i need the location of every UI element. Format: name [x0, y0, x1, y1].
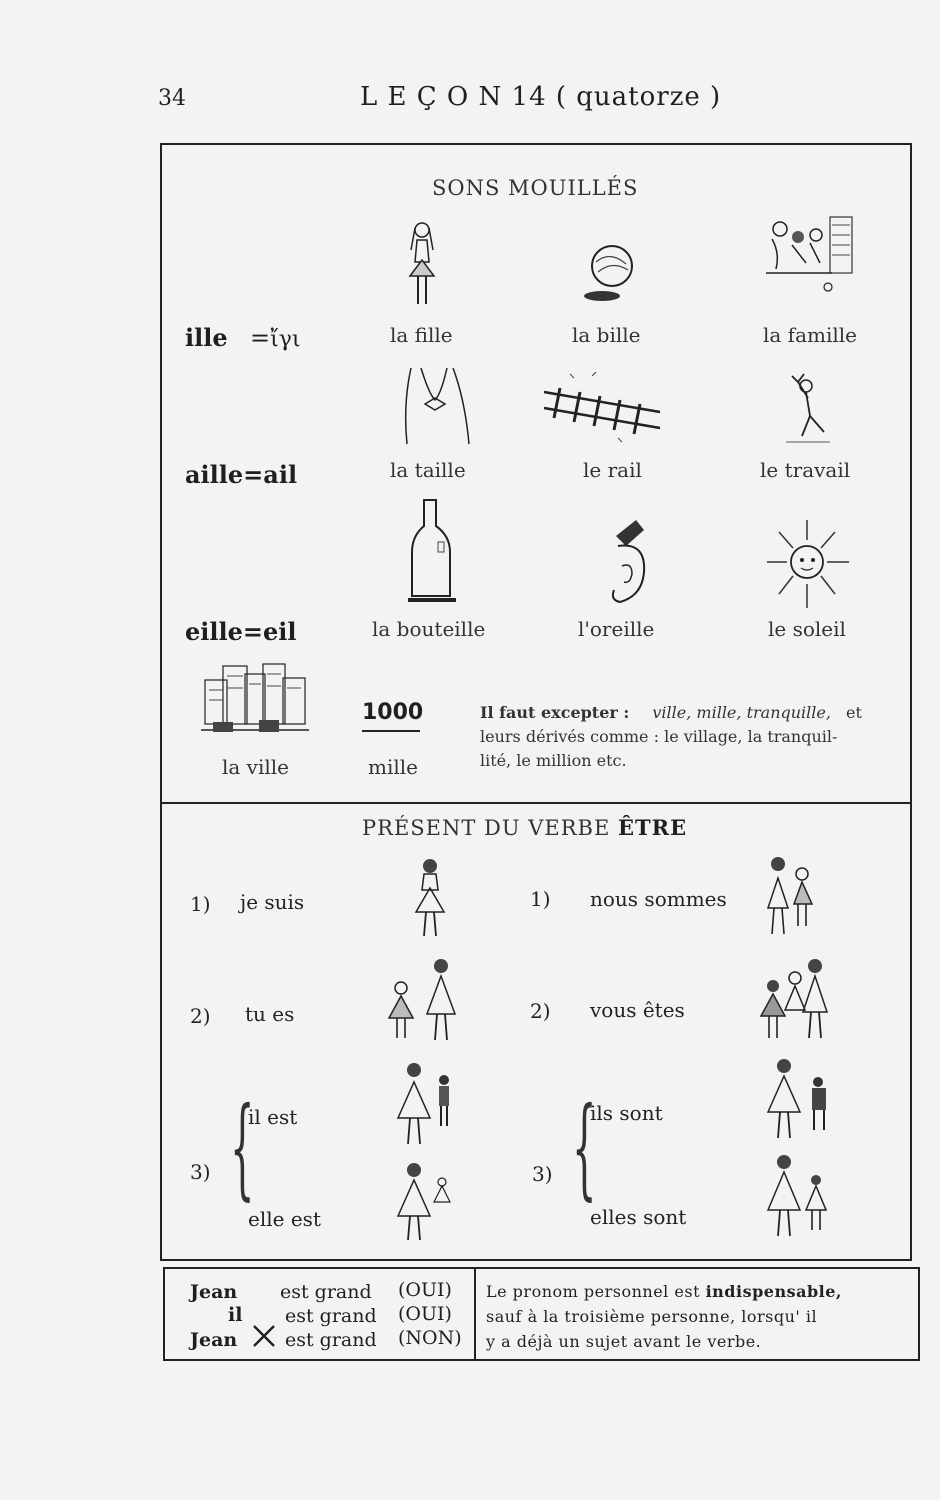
- word-mille: mille: [368, 755, 418, 779]
- ex3-subject: Jean: [190, 1329, 238, 1351]
- pron-tu-es: tu es: [245, 1002, 295, 1026]
- girl-doll-elle-icon: [392, 1160, 458, 1246]
- ex3-verb: est grand: [285, 1329, 377, 1351]
- waist-icon: [395, 364, 475, 450]
- sun-icon: [765, 516, 851, 612]
- pron-nous-sommes: nous sommes: [590, 887, 727, 911]
- num-3-sing: 3): [190, 1160, 211, 1184]
- page-number: 34: [158, 86, 186, 111]
- girl-boy-il-icon: [392, 1060, 458, 1150]
- word-le-travail: le travail: [760, 458, 851, 482]
- examples-note: Le pronom personnel est indispensable, sauf à la troisième personne, lorsqu' il y a déjà un sujet avant le verbe.: [486, 1282, 842, 1351]
- marble-icon: [580, 240, 640, 304]
- worker-icon: [778, 372, 848, 452]
- brace-sing: {: [230, 1083, 255, 1211]
- word-le-soleil: le soleil: [768, 617, 846, 641]
- ex1-verb: est grand: [280, 1281, 372, 1303]
- rule-aille: aille=ail: [185, 460, 298, 489]
- ex1-subject: Jean: [190, 1281, 238, 1303]
- num-1-plur: 1): [530, 887, 551, 911]
- page-title: L E Ç O N 14 ( quatorze ): [360, 82, 722, 112]
- children-tu-es-icon: [385, 954, 465, 1044]
- word-le-rail: le rail: [583, 458, 642, 482]
- verbe-title: PRÉSENT DU VERBE ÊTRE: [362, 815, 688, 840]
- word-la-bouteille: la bouteille: [372, 617, 486, 641]
- pron-ils-sont: ils sont: [590, 1101, 663, 1125]
- rule-eille: eille=eil: [185, 617, 297, 646]
- children-nous-icon: [762, 854, 822, 938]
- pron-il-est: il est: [248, 1105, 298, 1129]
- ear-icon: [596, 516, 656, 608]
- pron-elle-est: elle est: [248, 1207, 321, 1231]
- girl-je-suis-icon: [406, 856, 456, 942]
- sons-title: SONS MOUILLÉS: [432, 176, 639, 200]
- ex2-verb: est grand: [285, 1305, 377, 1327]
- word-la-bille: la bille: [572, 323, 641, 347]
- word-la-taille: la taille: [390, 458, 466, 482]
- word-la-ville: la ville: [222, 755, 290, 779]
- girls-elles-icon: [762, 1150, 838, 1240]
- mille-number: 1000: [362, 700, 424, 725]
- exception-note: Il faut excepter : ville, mille, tranquille, et leurs dérivés comme : le village, la tranquil- lité, le million etc.: [480, 703, 862, 770]
- pron-je-suis: je suis: [240, 890, 305, 914]
- ex3-answer: (NON): [398, 1327, 462, 1349]
- children-vous-icon: [755, 954, 835, 1044]
- ex1-answer: (OUI): [398, 1279, 452, 1301]
- family-icon: [762, 213, 856, 299]
- pron-elles-sont: elles sont: [590, 1205, 687, 1229]
- girl-boys-ils-icon: [762, 1054, 838, 1144]
- examples-separator: [474, 1267, 476, 1361]
- word-la-famille: la famille: [763, 323, 857, 347]
- mille-underline: [362, 730, 420, 732]
- num-2-sing: 2): [190, 1004, 211, 1028]
- rule-ille: ille =ἴγι: [185, 323, 301, 352]
- bottle-icon: [400, 496, 462, 608]
- city-icon: [197, 660, 313, 744]
- ex2-answer: (OUI): [398, 1303, 452, 1325]
- ex2-subject: il: [228, 1304, 243, 1326]
- word-l-oreille: l'oreille: [578, 617, 655, 641]
- rail-icon: [540, 368, 664, 448]
- word-la-fille: la fille: [390, 323, 453, 347]
- section-divider: [160, 802, 912, 804]
- num-3-plur: 3): [532, 1162, 553, 1186]
- cross-icon: [250, 1322, 280, 1350]
- brace-plur: {: [572, 1083, 597, 1211]
- girl-icon: [400, 218, 444, 314]
- num-1-sing: 1): [190, 892, 211, 916]
- pron-vous-etes: vous êtes: [590, 998, 685, 1022]
- num-2-plur: 2): [530, 999, 551, 1023]
